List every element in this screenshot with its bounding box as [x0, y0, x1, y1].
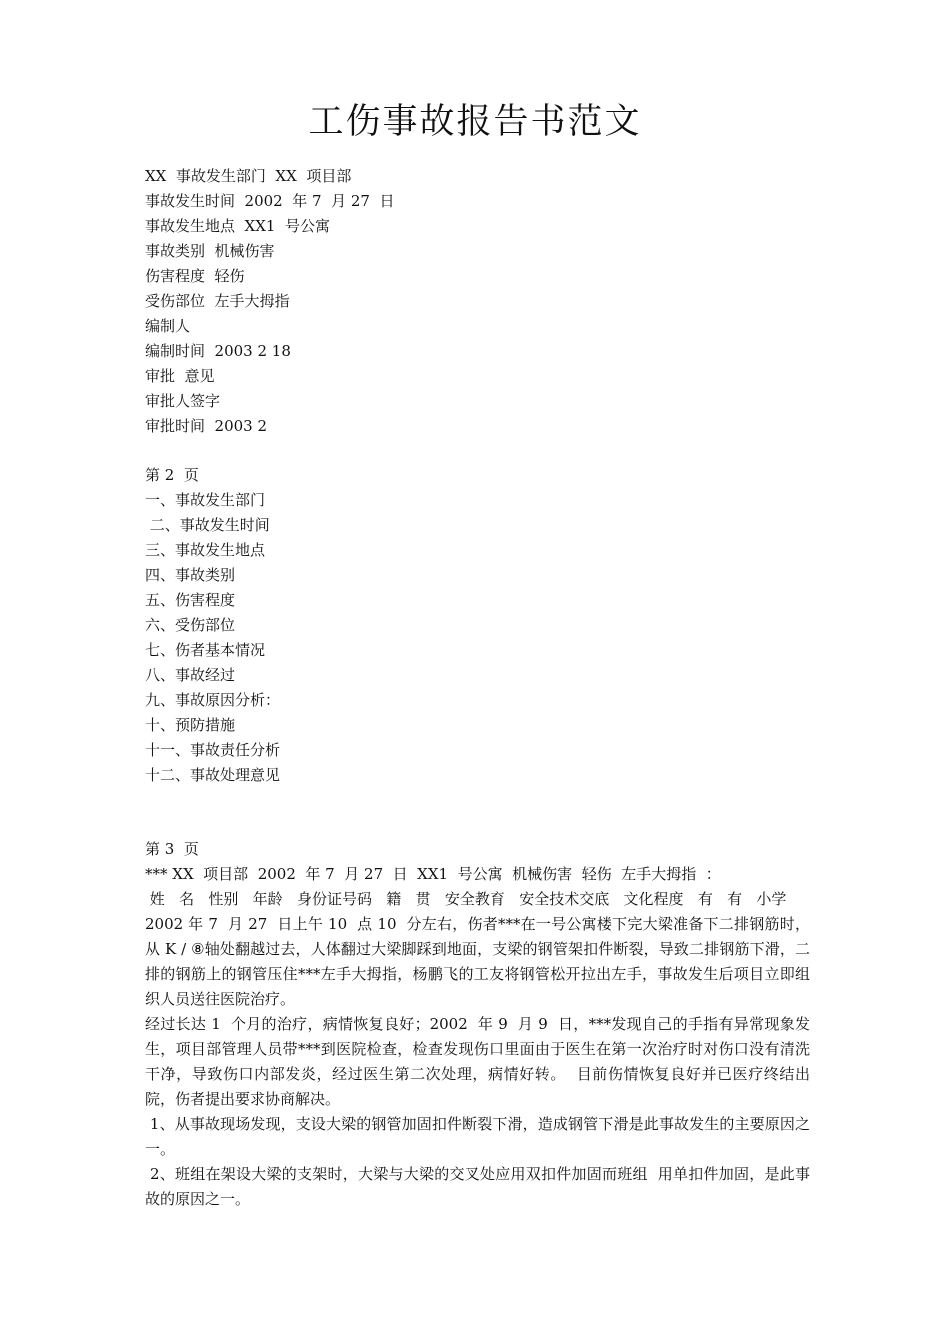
page2-contents-block [145, 463, 810, 788]
contents-item: 十、预防措施 [145, 716, 236, 734]
injured-info-line: 姓 名 性别 年龄 身份证号码 籍 贯 安全教育 安全技术交底 文化程度 有 有 小学 [145, 890, 787, 908]
cover-line-category: 事故类别 机械伤害 [145, 242, 275, 260]
cover-info-block [145, 164, 810, 439]
cover-line-author: 编制人 [145, 317, 191, 335]
contents-item: 十二、事故处理意见 [145, 766, 281, 784]
cover-line-severity: 伤害程度 轻伤 [145, 267, 245, 285]
contents-item: 七、伤者基本情况 [145, 641, 266, 659]
contents-item: 一、事故发生部门 [145, 491, 266, 509]
cover-line-location: 事故发生地点 XX1 号公寓 [145, 217, 330, 235]
contents-item: 五、伤害程度 [145, 591, 236, 609]
page3-label: 第 3 页 [145, 840, 199, 858]
contents-item: 九、事故原因分析： [145, 691, 281, 709]
cover-line-department: XX 事故发生部门 XX 项目部 [145, 167, 352, 185]
cover-line-author-date: 编制时间 2003 2 18 [145, 342, 291, 360]
document-title: 工伤事故报告书范文 [308, 102, 642, 142]
cover-line-approval-opinion: 审批 意见 [145, 367, 215, 385]
cause-paragraph-1: 1、从事故现场发现，支设大梁的钢管加固扣件断裂下滑，造成钢管下滑是此事故发生的主要原因之一。 [145, 1115, 810, 1158]
contents-item: 六、受伤部位 [145, 616, 236, 634]
cover-line-time: 事故发生时间 2002 年 7 月 27 日 [145, 192, 395, 210]
cause-paragraph-2: 2、班组在架设大梁的支架时，大梁与大梁的交叉处应用双扣件加固而班组 用单扣件加固，是此事故的原因之一。 [145, 1165, 810, 1208]
accident-process-paragraph: 2002 年 7 月 27 日上午 10 点 10 分左右，伤者***在一号公寓楼下完大梁准备下二排钢筋时，从 K / ⑧轴处翻越过去，人体翻过大梁脚踩到地面，支梁的钢管架扣件断裂，导致二排钢筋下滑，二排的钢筋上的钢管压住***左手大拇指，杨鹏飞的工友将钢管松开拉出左手，事故发生后项目立即组织人员送往医院治疗。 [145, 915, 810, 1008]
treatment-paragraph: 经过长达 1 个月的治疗，病情恢复良好；2002 年 9 月 9 日，***发现自己的手指有异常现象发生，项目部管理人员带***到医院检查，检查发现伤口里面由于医生在第一次治疗时对伤口没有清洗干净，导致伤口内部发炎，经过医生第二次处理，病情好转。 目前伤情恢复良好并已医疗终结出院，伤者提出要求协商解决。 [145, 1015, 810, 1108]
contents-item: 二、事故发生时间 [145, 516, 270, 534]
cover-line-approver-signature: 审批人签字 [145, 392, 221, 410]
page2-label: 第 2 页 [145, 466, 199, 484]
page3-body-block [145, 837, 810, 1212]
contents-item: 八、事故经过 [145, 666, 236, 684]
contents-item: 四、事故类别 [145, 566, 236, 584]
cover-line-approval-date: 审批时间 2003 2 [145, 417, 268, 435]
cover-line-injury-site: 受伤部位 左手大拇指 [145, 292, 290, 310]
accident-summary-line: *** XX 项目部 2002 年 7 月 27 日 XX1 号公寓 机械伤害 轻伤 左手大拇指 ： [145, 865, 721, 883]
contents-item: 三、事故发生地点 [145, 541, 266, 559]
contents-item: 十一、事故责任分析 [145, 741, 281, 759]
